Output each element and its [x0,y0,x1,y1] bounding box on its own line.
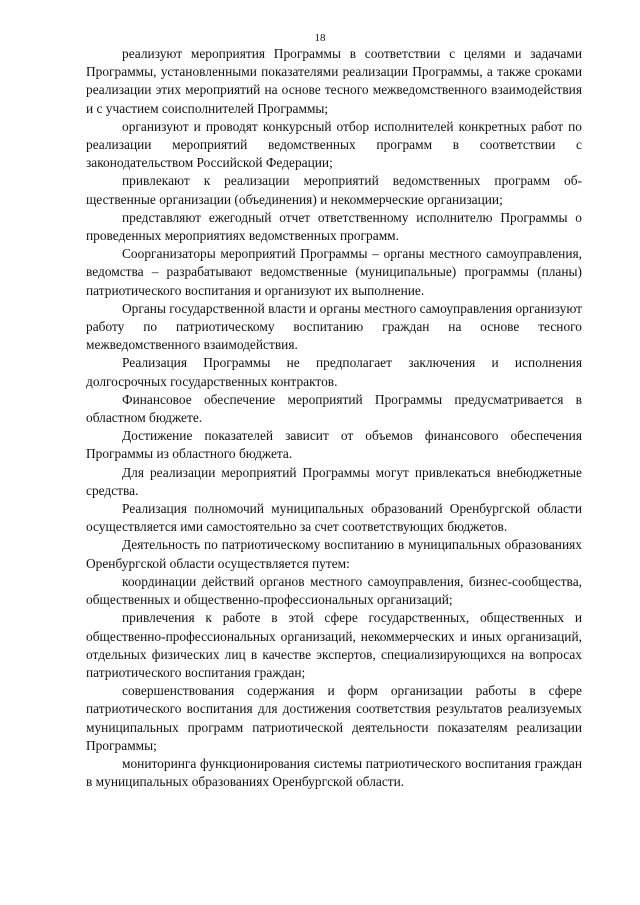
paragraph: Финансовое обеспечение мероприятий Программы предусматривается в областном бюджете. [86,391,582,426]
page-number: 18 [314,32,326,44]
paragraph: Органы государственной власти и органы местного самоуправления организуют работу по патриотическому воспитанию граждан на основе тесного межведомственного взаимодействия. [86,300,582,353]
paragraph: Соорганизаторы мероприятий Программы – органы местного самоуправления, ведомства – разрабатывают ведомственные (муниципальные) программы (планы) патриотического воспитания и организуют их выполнение. [86,246,582,298]
paragraph: привлекают к реализации мероприятий ведомственных программ общественные организации (объединения) и некоммерческие организации; [86,173,582,207]
paragraph: представляют ежегодный отчет ответственному исполнителю Программы о проведенных мероприятиях ведомственных программ. [86,209,582,244]
paragraph: реализуют мероприятия Программы в соответствии с целями и задачами Программы, установленными показателями реализации Программы, а также сроками реализации этих мероприятий на основе тесного межведомственного взаимодействия и с участием соисполнителей Программы; [86,46,582,116]
paragraph: Деятельность по патриотическому воспитанию в муниципальных образованиях Оренбургской области осуществляется путем: [86,537,582,571]
paragraph: совершенствования содержания и форм организации работы в сфере патриотического воспитания для достижения соответствия результатов реализуемых муниципальных программ патриотической деятельности показателям реализации Программы; [86,683,582,753]
paragraph: Достижение показателей зависит от объемов финансового обеспечения Программы из областного бюджета. [86,428,582,462]
paragraph: Реализация Программы не предполагает заключения и исполнения долгосрочных государственных контрактов. [86,355,582,389]
paragraph: организуют и проводят конкурсный отбор исполнителей конкретных работ по реализации мероприятий ведомственных программ в соответствии с законодательством Российской Федерации; [86,118,582,171]
paragraph: Для реализации мероприятий Программы могут привлекаться внебюджетные средства. [86,464,582,498]
paragraph: привлечения к работе в этой сфере государственных, общественных и общественно-профессиональных организаций, некоммерческих и иных организаций, отдельных физических лиц в качестве экспертов, специализирующихся на вопросах патриотического воспитания граждан; [86,610,582,680]
paragraph: мониторинга функционирования системы патриотического воспитания граждан в муниципальных образованиях Оренбургской области. [86,755,582,790]
paragraph: координации действий органов местного самоуправления, бизнес-сообщества, общественных и общественно-профессиональных организаций; [86,573,582,608]
document-body [86,45,582,791]
paragraph: Реализация полномочий муниципальных образований Оренбургской области осуществляется ими самостоятельно за счет соответствующих бюджетов. [86,501,582,535]
